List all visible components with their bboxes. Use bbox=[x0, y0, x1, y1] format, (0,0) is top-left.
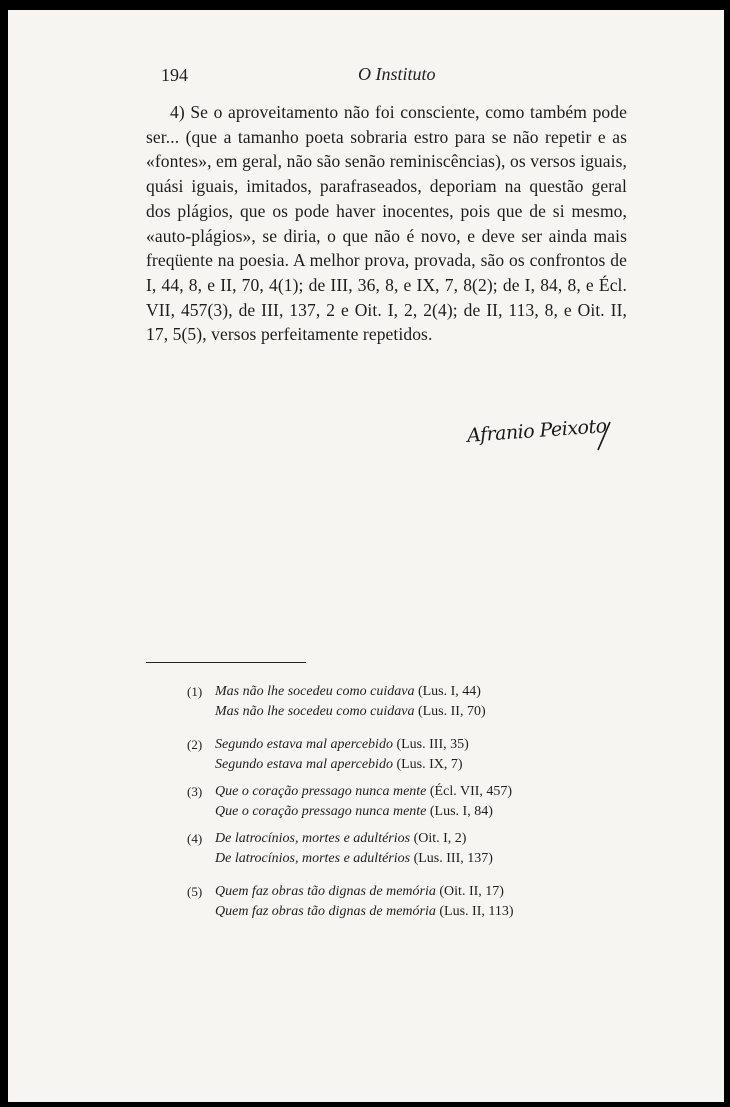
verse-reference: (Lus. I, 44) bbox=[417, 684, 481, 699]
verse-reference: (Lus. III, 137) bbox=[413, 851, 493, 866]
verse-text: Segundo estava mal apercebido bbox=[215, 757, 397, 772]
signature: Afranio Peixoto bbox=[466, 415, 608, 447]
footnote-verse-line bbox=[215, 684, 481, 700]
footnote-number: (1) bbox=[187, 684, 203, 699]
footnote-verse-line bbox=[215, 831, 466, 847]
verse-text: Que o coração pressago nunca mente bbox=[215, 804, 430, 819]
footnote-verse-line bbox=[215, 804, 493, 820]
verse-text: Quem faz obras tão dignas de memória bbox=[215, 884, 440, 899]
verse-reference: (Écl. VII, 457) bbox=[429, 784, 513, 799]
verse-text: Mas não lhe socedeu como cuidava bbox=[215, 704, 418, 719]
footnote-divider bbox=[146, 662, 306, 663]
footnote-number: (3) bbox=[187, 784, 203, 799]
footnote-verse-line bbox=[215, 784, 512, 800]
verse-text: De latrocínios, mortes e adultérios bbox=[215, 851, 414, 866]
footnote-verse-line bbox=[215, 884, 504, 900]
verse-reference: (Lus. I, 84) bbox=[429, 804, 493, 819]
running-title: O Instituto bbox=[358, 64, 436, 84]
footnote-verse-line bbox=[215, 737, 469, 753]
body-paragraph bbox=[146, 100, 627, 347]
verse-text: Segundo estava mal apercebido bbox=[215, 737, 397, 752]
verse-text: Quem faz obras tão dignas de memória bbox=[215, 904, 440, 919]
verse-reference: (Lus. III, 35) bbox=[396, 737, 469, 752]
verse-text: Mas não lhe socedeu como cuidava bbox=[215, 684, 418, 699]
page-number: 194 bbox=[161, 65, 188, 85]
footnote-verse-line bbox=[215, 704, 486, 720]
verse-reference: (Lus. II, 113) bbox=[439, 904, 514, 919]
verse-reference: (Oit. II, 17) bbox=[439, 884, 504, 899]
verse-text: De latrocínios, mortes e adultérios bbox=[215, 831, 414, 846]
verse-text: Que o coração pressago nunca mente bbox=[215, 784, 430, 799]
footnote-verse-line bbox=[215, 757, 463, 773]
footnote-number: (2) bbox=[187, 737, 203, 752]
paragraph-text: 4) Se o aproveitamento não foi consciente, como também pode ser... (que a tamanho poeta sobraria estro para se não repetir e as «fontes», em geral, não são senão reminiscências), os versos iguais, quási iguais, imitados, parafraseados, deporiam na questão geral dos plágios, que os pode haver inocentes, pois que de si mesmo, «auto-plágios», se diria, o que não é novo, e deve ser ainda mais freqüente na poesia. A melhor prova, provada, são os confrontos de I, 44, 8, e II, 70, 4(1); de III, 36, 8, e IX, 7, 8(2); de I, 84, 8, e Écl. VII, 457(3), de III, 137, 2 e Oit. I, 2, 2(4); de II, 113, 8, e Oit. II, 17, 5(5), versos perfeitamente repetidos. bbox=[146, 102, 627, 345]
footnote-number: (5) bbox=[187, 884, 203, 899]
footnote-verse-line bbox=[215, 851, 493, 867]
footnote-number: (4) bbox=[187, 831, 203, 846]
verse-reference: (Oit. I, 2) bbox=[413, 831, 467, 846]
verse-reference: (Lus. IX, 7) bbox=[396, 757, 463, 772]
verse-reference: (Lus. II, 70) bbox=[417, 704, 486, 719]
footnote-verse-line bbox=[215, 904, 514, 920]
